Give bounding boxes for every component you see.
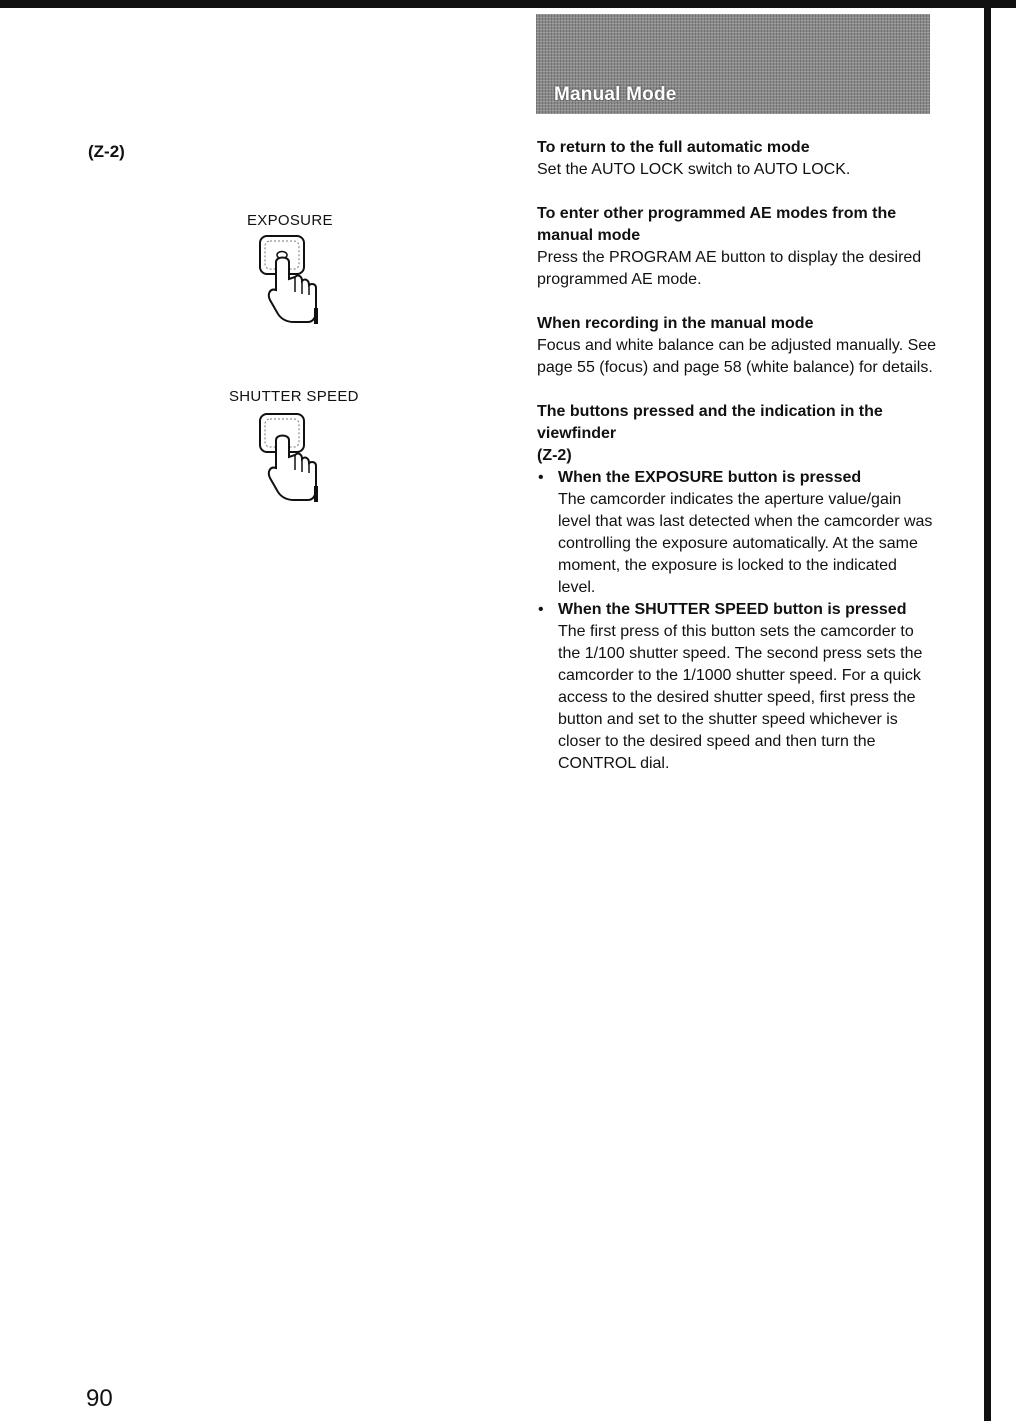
instructions-column xyxy=(537,137,937,797)
buttons-viewfinder-reference: (Z-2) xyxy=(537,447,572,464)
finger-press-button-icon xyxy=(256,232,326,332)
buttons-viewfinder-heading: The buttons pressed and the indication in the viewfinder xyxy=(537,403,883,442)
bullet-icon: • xyxy=(538,601,544,618)
finger-press-button-icon xyxy=(256,410,326,510)
right-border-rule xyxy=(984,8,991,1421)
top-border-rule xyxy=(0,0,1016,8)
exposure-item-heading: When the EXPOSURE button is pressed xyxy=(558,469,862,486)
return-auto-section xyxy=(537,137,937,181)
buttons-viewfinder-section xyxy=(537,401,937,775)
shutter-item-heading: When the SHUTTER SPEED button is pressed xyxy=(558,601,907,618)
section-title: Manual Mode xyxy=(554,84,677,105)
bullet-icon: • xyxy=(538,469,544,486)
recording-manual-section xyxy=(537,313,937,379)
section-banner xyxy=(536,14,930,114)
enter-program-body: Press the PROGRAM AE button to display the desired programmed AE mode. xyxy=(537,249,922,288)
recording-manual-body: Focus and white balance can be adjusted manually. See page 55 (focus) and page 58 (white balance) for details. xyxy=(537,337,937,376)
page-number: 90 xyxy=(86,1385,113,1412)
exposure-item-body: The camcorder indicates the aperture value/gain level that was last detected when the camcorder was controlling the exposure automatically. At the same moment, the exposure is locked to the indicated level. xyxy=(558,491,933,596)
figure-reference: (Z-2) xyxy=(88,142,125,161)
list-item xyxy=(537,599,937,775)
recording-manual-heading: When recording in the manual mode xyxy=(537,315,814,332)
exposure-button-label: EXPOSURE xyxy=(247,212,333,229)
enter-program-section xyxy=(537,203,937,291)
list-item xyxy=(537,467,937,599)
shutter-item-body: The first press of this button sets the camcorder to the 1/100 shutter speed. The second press sets the camcorder to the 1/1000 shutter speed. For a quick access to the desired shutter speed, first press the button and set to the shutter speed whichever is closer to the desired speed and then turn the CONTROL dial. xyxy=(558,623,923,772)
return-auto-heading: To return to the full automatic mode xyxy=(537,139,810,156)
enter-program-heading: To enter other programmed AE modes from the manual mode xyxy=(537,205,897,244)
return-auto-body: Set the AUTO LOCK switch to AUTO LOCK. xyxy=(537,161,851,178)
shutter-speed-button-label: SHUTTER SPEED xyxy=(229,388,359,405)
